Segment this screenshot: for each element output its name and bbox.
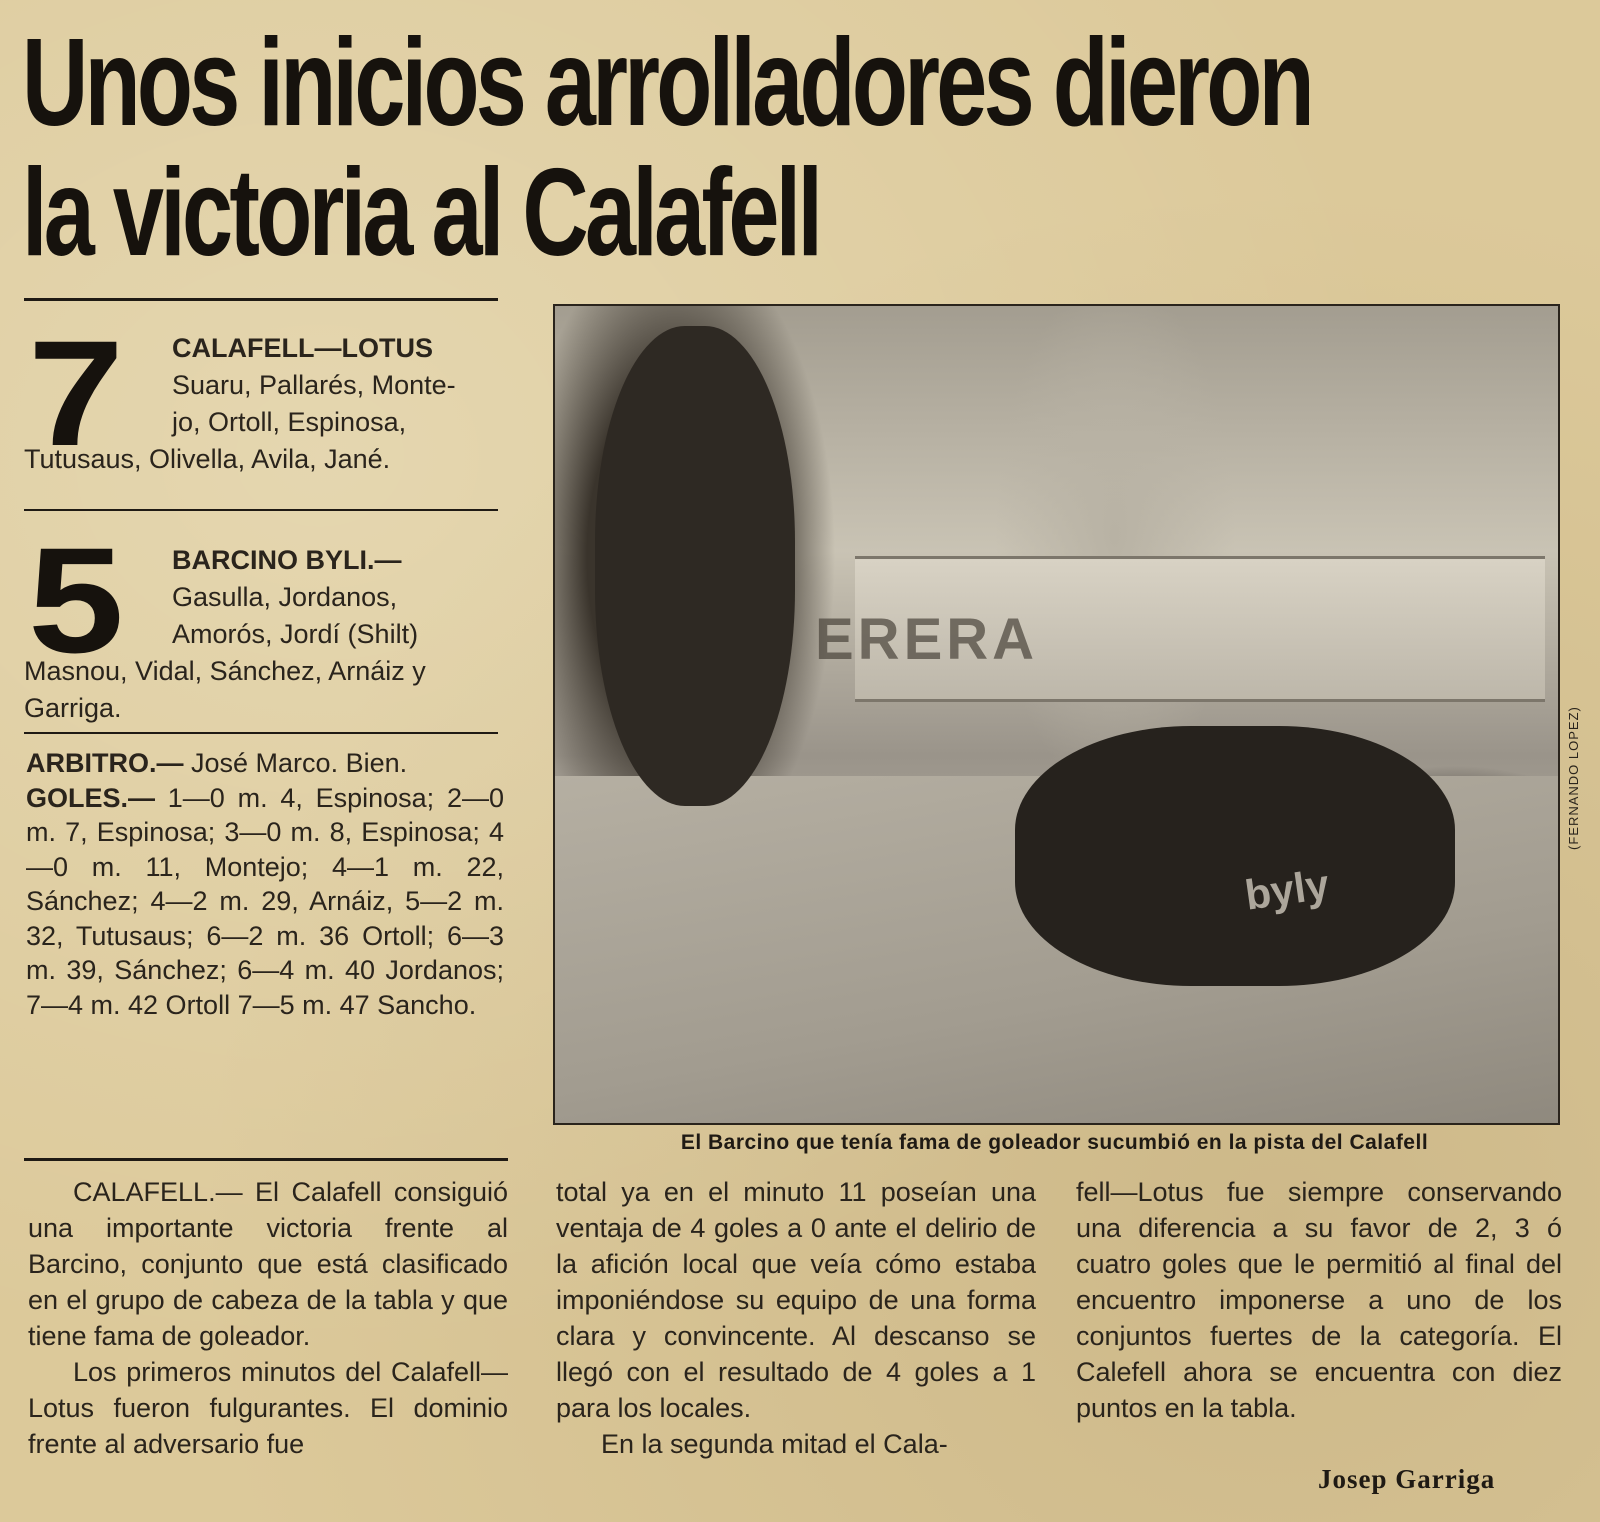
away-score: 5 [28,516,124,684]
article-column-1 [28,1174,508,1462]
home-lineup-line-3: Tutusaus, Olivella, Avila, Jané. [24,444,391,474]
article-column-2 [556,1174,1036,1462]
referee-text: José Marco. Bien. [191,748,408,778]
home-lineup-line-2: jo, Ortoll, Espinosa, [172,407,407,437]
article-column-3 [1076,1174,1562,1426]
headline-line-1: Unos inicios arrolladores dieron [22,14,1311,152]
home-lineup-line-1: Suaru, Pallarés, Monte- [172,370,456,400]
column-2-paragraph-2: En la segunda mitad el Cala- [601,1429,948,1459]
author-byline: Josep Garriga [1318,1464,1496,1494]
away-lineup-line-3: Masnou, Vidal, Sánchez, Arnáiz y [24,656,426,686]
goals-text: 1—0 m. 4, Espinosa; 2—0 m. 7, Espinosa; 3—0 m. 8, Espinosa; 4—0 m. 11, Montejo; 4—1 m. 22, Sánchez; 4—2 m. 29, Arnáiz, 5—2 m. 32, Tutusaus; 6—2 m. 36 Ortoll; 6—3 m. 39, Sánchez; 6—4 m. 40 Jordanos; 7—4 m. 42 Ortoll 7—5 m. 47 Sancho. [26,782,504,1020]
photo-jersey-lettering: byly [1242,860,1332,919]
photo-board-lettering: ERERA [815,607,1039,672]
photo-player-goalkeeper [1015,726,1455,986]
column-1-paragraph-2: Los primeros minutos del Calafell—Lotus fueron fulgurantes. El dominio frente al adversario fue [28,1357,508,1459]
column-1-paragraph-1: CALAFELL.— El Calafell consiguió una importante victoria frente al Barcino, conjunto que está clasificado en el grupo de cabeza de la tabla y que tiene fama de goleador. [28,1177,508,1351]
home-team-name: CALAFELL—LOTUS [172,333,433,363]
photo-credit: (FERNANDO LOPEZ) [1566,706,1581,850]
photo-player-left [595,326,795,806]
headline [22,14,1502,282]
column-2-paragraph-1: total ya en el minuto 11 poseían una ventaja de 4 goles a 0 ante el delirio de la afición local que veía cómo estaba imponiéndose su equipo de una forma clara y convincente. Al descanso se llegó con el resultado de 4 goles a 1 para los locales. [556,1177,1036,1423]
rule-bottom [24,1158,508,1161]
match-photo [553,304,1560,1125]
headline-line-2: la victoria al Calafell [22,144,820,282]
away-lineup [24,542,502,727]
away-lineup-line-1: Gasulla, Jordanos, [172,582,398,612]
match-facts [26,746,504,1022]
goals-label: GOLES.— [26,782,156,813]
rule-lower [24,732,498,734]
rule-top [24,298,498,301]
away-lineup-line-2: Amorós, Jordí (Shilt) [172,619,419,649]
photo-caption: El Barcino que tenía fama de goleador sucumbió en la pista del Calafell [680,1131,1429,1154]
referee-label: ARBITRO.— [26,748,184,778]
column-3-paragraph-1: fell—Lotus fue siempre conservando una diferencia a su favor de 2, 3 ó cuatro goles que le permitió al final del encuentro imponerse a uno de los conjuntos fuertes de la categoría. El Calefell ahora se encuentra con diez puntos en la tabla. [1076,1177,1562,1423]
away-team-name: BARCINO BYLI.— [172,545,402,575]
home-lineup [24,309,502,478]
away-lineup-line-4: Garriga. [24,693,122,723]
home-score: 7 [28,309,124,477]
rule-middle [24,509,498,511]
